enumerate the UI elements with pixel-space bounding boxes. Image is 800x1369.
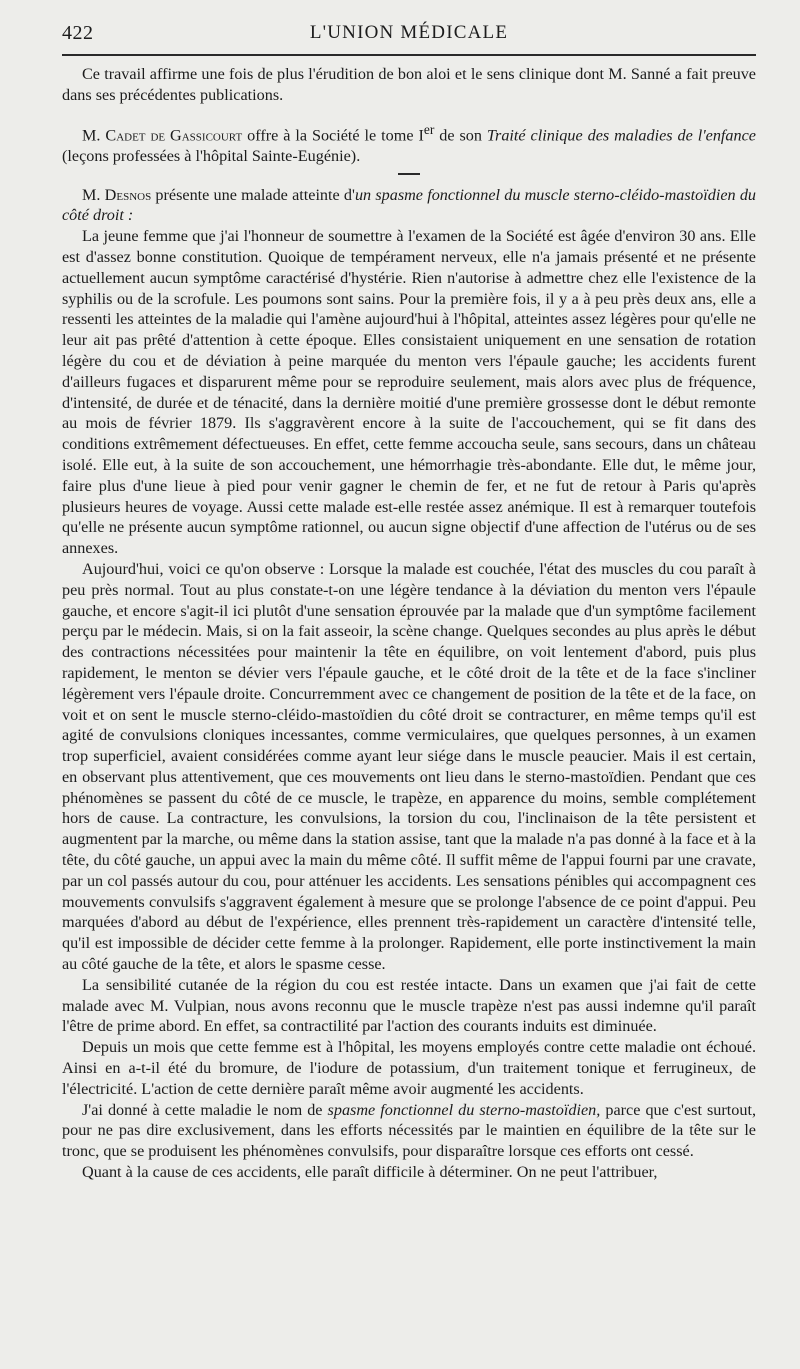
page-header [62, 22, 756, 56]
speaker-name: Desnos [104, 185, 152, 204]
speaker-title: M. [82, 185, 101, 204]
speaker-title: M. [82, 125, 101, 144]
running-title: L'UNION MÉDICALE [309, 22, 509, 43]
disease-name: spasme fonctionnel du sterno-mastoïdien, [327, 1100, 601, 1119]
text-segment: parce que c'est surtout, pour ne pas dire exclusivement, dans les efforts nécessités par le maintien en équilibre de la tête sur le tronc, que se produisent les phénomènes convulsifs, pour disparaître lorsque ces efforts ont cessé. [62, 1100, 757, 1161]
text-segment: (leçons professées à l'hôpital Sainte-Eugénie). [62, 146, 361, 165]
article-body [62, 64, 756, 1183]
text-segment: présente une malade atteinte d' [151, 185, 355, 204]
case-title: un spasme fonctionnel du muscle sterno-cléido-mastoïdien du côté droit : [62, 185, 757, 225]
text-segment: offre à la Société le tome I [242, 125, 424, 144]
paragraph-treatment: Depuis un mois que cette femme est à l'hôpital, les moyens employés contre cette maladie ont échoué. Ainsi en a-t-il été du bromure, de l'iodure de potassium, d'un traitement tonique et ferrugineux, de l'électricité. L'action de cette dernière paraît même avoir augmenté les accidents. [62, 1038, 756, 1098]
page-number: 422 [62, 22, 94, 44]
paragraph-history: La jeune femme que j'ai l'honneur de soumettre à l'examen de la Société est âgée d'environ 30 ans. Elle est d'assez bonne constitution. Quoique de tempérament nerveux, elle n'a jamais présenté et ne présente actuellement aucun symptôme caractérisé d'hystérie. Rien n'autorise à admettre chez elle l'existence de la syphilis ou de la scrofule. Les poumons sont sains. Pour la première fois, il y a à peu près deux ans, elle a ressenti les atteintes de la maladie qui l'amène aujourd'hui à l'hôpital, atteintes assez légères pour qu'elle ne leur ait pas prêté d'attention à cette époque. Elles consistaient uniquement en une sensation de rotation légère du cou et de déviation à peine marquée du menton vers l'épaule gauche; les accidents furent d'ailleurs fugaces et disparurent même pour se reproduire seulement, mais alors avec plus de fréquence, d'intensité, de durée et de ténacité, dans la dernière moitié d'une première grossesse dont le début remonte au mois de février 1879. Ils s'aggravèrent encore à la suite de l'accouchement, qui se fit dans des conditions extrêmement défectueuses. En effet, cette femme accoucha seule, sans secours, dans un château isolé. Elle eut, à la suite de son accouchement, une hémorrhagie très-abondante. Elle dut, le même jour, faire plus d'une lieue à pied pour venir gagner le chemin de fer, et ne fut de retour à Paris qu'après plusieurs heures de voyage. Aussi cette malade est-elle restée assez anémique. Il est à remarquer toutefois qu'elle ne présente aucun symptôme rationnel, ou aucun signe objectif d'une affection de l'utérus ou de ses annexes. [62, 227, 756, 558]
paragraph-naming [62, 1100, 756, 1162]
paragraph-cause: Quant à la cause de ces accidents, elle paraît difficile à déterminer. On ne peut l'attribuer, [82, 1163, 658, 1182]
speaker-name: Cadet de Gassicourt [105, 125, 243, 144]
paragraph-observation: Aujourd'hui, voici ce qu'on observe : Lorsque la malade est couchée, l'état des muscles du cou paraît à peu près normal. Tout au plus constate-t-on une légère tendance à la déviation du menton vers l'épaule gauche, et encore s'agit-il ici plutôt d'une sensation éprouvée par la malade que d'un symptôme facilement perçu par le médecin. Mais, si on la fait asseoir, la scène change. Quelques secondes au plus après le début des contractions nécessitées pour maintenir la tête en équilibre, on voit lentement d'abord, puis plus rapidement, le menton se dévier vers l'épaule gauche, et le côté droit de la tête et de la face s'incliner légèrement vers l'épaule droite. Concurremment avec ce changement de position de la tête et de la face, on voit et on sent le muscle sterno-cléido-mastoïdien du côté droit se contracturer, en même temps qu'il est agité de convulsions cloniques incessantes, comme vermiculaires, que quelques personnes, à un examen trop superficiel, avaient considérées comme ayant leur siége dans le muscle peaucier. Mais il est certain, en observant plus attentivement, que ces mouvements ont lieu dans le sterno-mastoïdien. Pendant que ces phénomènes se passent du côté de ce muscle, le trapèze, en apparence du moins, semble complétement hors de cause. La contracture, les convulsions, la torsion du cou, l'inclinaison de la tête persistent et augmentent par la marche, ou même dans la station assise, tant que la malade n'a pas donné à la face et à la tête, du côté gauche, un appui avec la main du même côté. Il suffit même de l'appui fourni par une cravate, par un col passés autour du cou, pour atténuer les accidents. Les sensations pénibles qui accompagnent ces mouvements convulsifs s'aggravent également à mesure que se prolonge l'absence de ce point d'appui. Peu marquées d'abord au début de l'expérience, elles prennent très-rapidement un caractère d'intensité telle, qu'il est impossible de décider cette femme à la prolonger. Rapidement, elle porte instinctivement la main au côté gauche de la tête, et alors le spasme cesse. [62, 559, 756, 974]
paragraph-sanne: Ce travail affirme une fois de plus l'érudition de bon aloi et le sens clinique dont M. Sanné a fait preuve dans ses précédentes publications. [62, 65, 756, 104]
paragraph-desnos-intro [62, 185, 756, 227]
paragraph-cadet-de-gassicourt [62, 120, 756, 167]
text-segment: J'ai donné à cette maladie le nom de [82, 1100, 328, 1119]
section-divider [398, 173, 420, 175]
text-segment: de son [434, 125, 487, 144]
superscript: er [423, 121, 435, 137]
paragraph-sensibility: La sensibilité cutanée de la région du cou est restée intacte. Dans un examen que j'ai fait de cette malade avec M. Vulpian, nous avons reconnu que le muscle trapèze n'est pas aussi indemne qu'il paraît l'être de prime abord. En effet, sa contractilité par l'action des courants induits est diminuée. [62, 975, 756, 1036]
book-title: Traité clinique des maladies de l'enfance [486, 125, 756, 144]
